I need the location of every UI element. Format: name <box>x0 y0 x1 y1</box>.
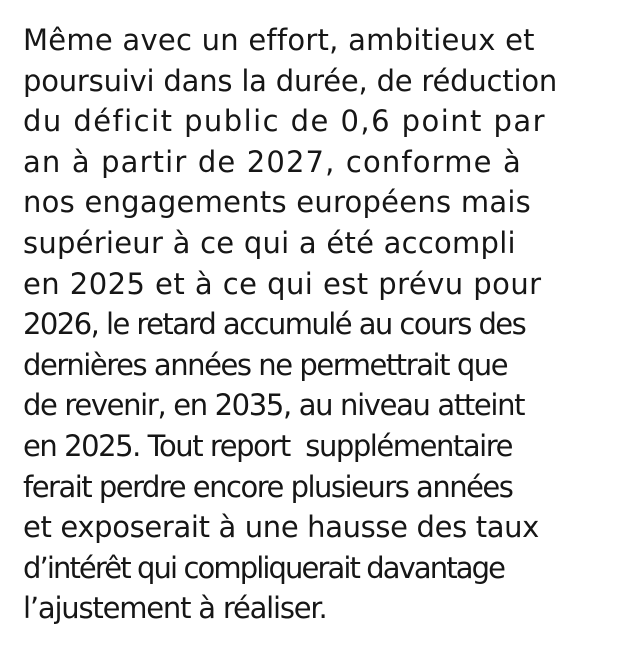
paragraph-line: d’intérêt qui compliquerait davantage <box>23 550 505 585</box>
paragraph-line: 2026, le retard accumulé au cours des <box>23 307 526 342</box>
paragraph-line: supérieur à ce qui a été accompli <box>23 225 516 260</box>
paragraph-line: nos engagements européens mais <box>23 185 532 220</box>
document-paragraph <box>23 20 623 629</box>
paragraph-line: l’ajustement à réaliser. <box>23 591 327 626</box>
paragraph-line: an à partir de 2027, conforme à <box>23 144 522 179</box>
paragraph-line: en 2025 et à ce qui est prévu pour <box>23 266 542 301</box>
paragraph-line: du déficit public de 0,6 point par <box>23 104 546 139</box>
paragraph-line: dernières années ne permettrait que <box>23 347 508 382</box>
paragraph-line: et exposerait à une hausse des taux <box>23 510 539 545</box>
paragraph-line: poursuivi dans la durée, de réduction <box>23 63 558 98</box>
paragraph-line: de revenir, en 2035, au niveau atteint <box>23 388 525 423</box>
paragraph-line: Même avec un effort, ambitieux et <box>23 23 535 57</box>
paragraph-line: ferait perdre encore plusieurs années <box>23 469 513 504</box>
paragraph-line: en 2025. Tout report supplémentaire <box>23 428 512 463</box>
